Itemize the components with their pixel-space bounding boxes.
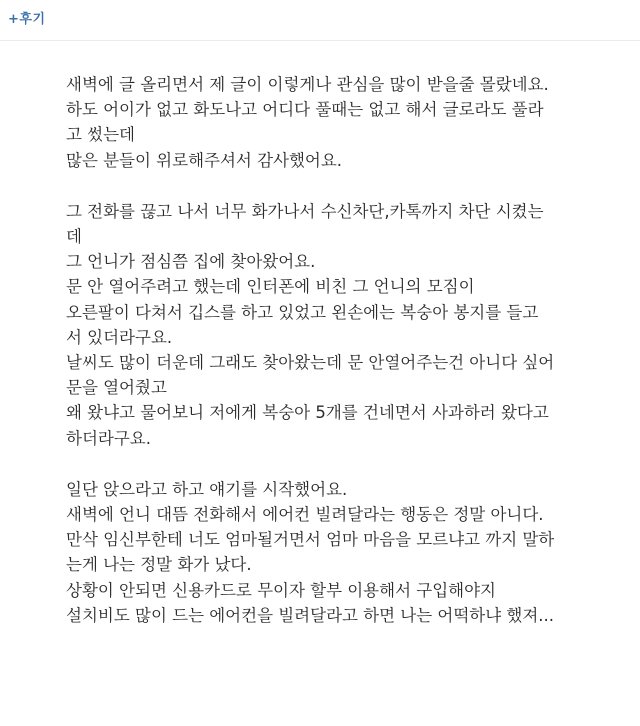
text-line: 문 안 열어주려고 했는데 인터폰에 비친 그 언니의 모짐이 — [66, 277, 475, 297]
text-line: 는게 나는 정말 화가 났다. — [66, 555, 252, 575]
text-line: 하도 어이가 없고 화도나고 어디다 풀때는 없고 해서 글로라도 풀라 — [66, 100, 544, 120]
text-line: 고 썼는데 — [66, 125, 136, 145]
text-line: 설치비도 많이 드는 에어컨을 빌려달라고 하면 나는 어떡하냐 했져... — [66, 605, 555, 625]
text-line: 상황이 안되면 신용카드로 무이자 할부 이용해서 구입해야지 — [66, 580, 496, 600]
text-line: 만삭 임신부한테 너도 엄마될거면서 엄마 마음을 모르냐고 까지 말하 — [66, 530, 555, 550]
text-line: 왜 왔냐고 물어보니 저에게 복숭아 5개를 건네면서 사과하러 왔다고 — [66, 403, 549, 423]
text-line: 그 전화를 끊고 나서 너무 화가나서 수신차단,카톡까지 차단 시켰는 — [66, 201, 544, 221]
text-line: 그 언니가 점심쯤 집에 찾아왔어요. — [66, 252, 316, 272]
text-line: 새벽에 글 올리면서 제 글이 이렇게나 관심을 많이 받을줄 몰랐네요. — [66, 75, 549, 94]
text-line: 하더라구요. — [66, 428, 151, 448]
paragraph-1 — [66, 72, 626, 173]
text-line: 일단 앉으라고 하고 얘기를 시작했어요. — [66, 479, 348, 499]
text-line: 새벽에 언니 대뜸 전화해서 에어컨 빌려달라는 행동은 정말 아니다. — [66, 505, 544, 525]
text-line: 많은 분들이 위로해주셔서 감사했어요. — [66, 150, 343, 170]
header-bar — [0, 0, 640, 41]
post-tag: +후기 — [8, 12, 46, 27]
paragraph-3 — [66, 477, 626, 628]
post-body — [66, 72, 626, 654]
paragraph-2 — [66, 199, 626, 451]
text-line: 오른팔이 다쳐서 깁스를 하고 있었고 왼손에는 복숭아 봉지를 들고 — [66, 302, 539, 322]
text-line: 문을 열어줬고 — [66, 378, 167, 398]
text-line: 날씨도 많이 더운데 그래도 찾아왔는데 문 안열어주는건 아니다 싶어 — [66, 353, 555, 373]
text-line: 서 있더라구요. — [66, 327, 173, 347]
text-line: 데 — [66, 227, 82, 247]
